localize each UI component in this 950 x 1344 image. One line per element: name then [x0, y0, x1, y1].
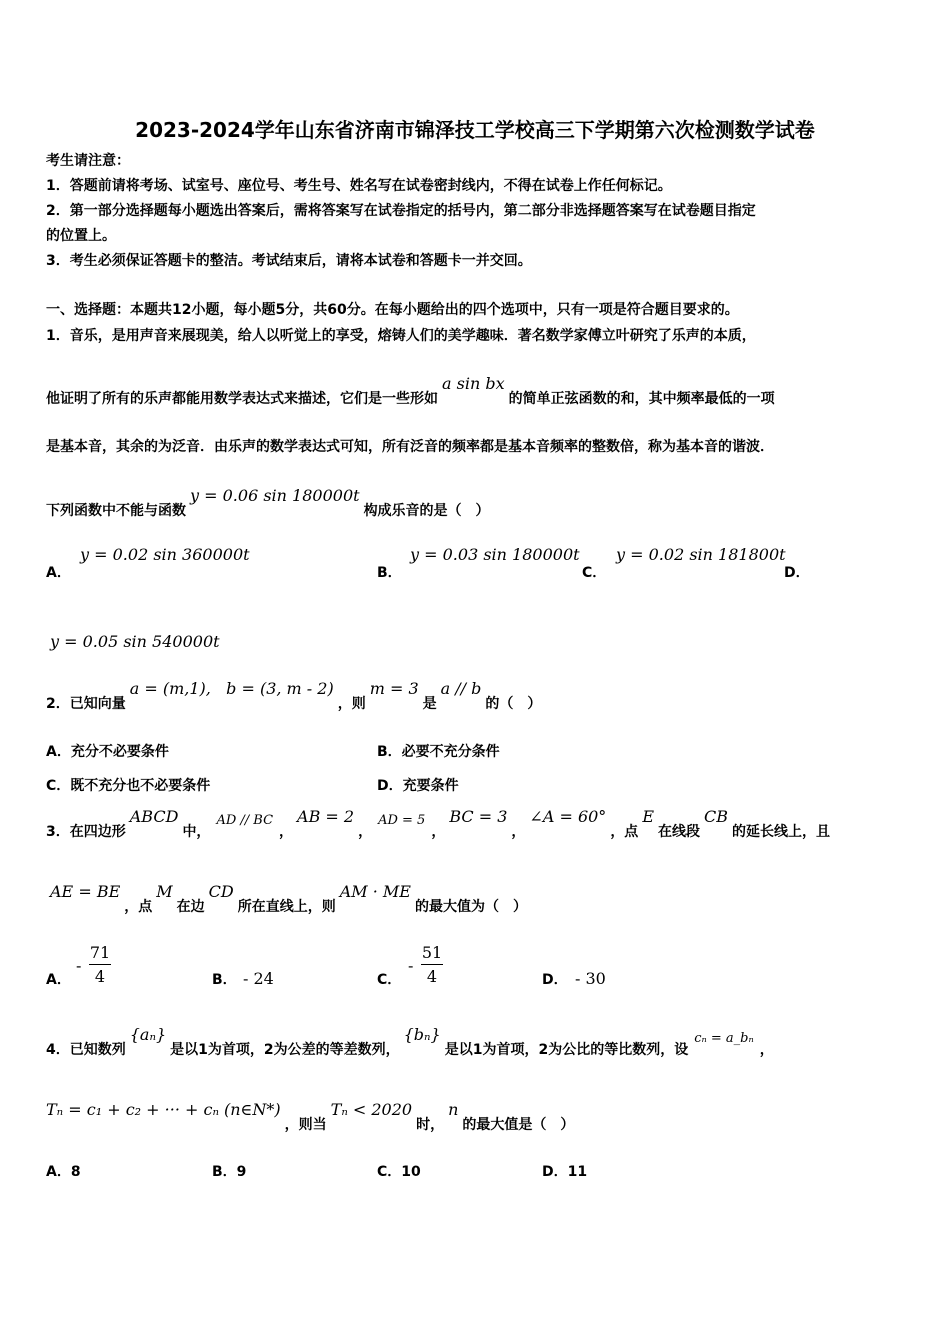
- q3-math-abcd: ABCD: [129, 807, 179, 826]
- q3-text: ，: [279, 824, 294, 840]
- q4-text: 的最大值是（ ）: [462, 1117, 575, 1133]
- q3-stem-line1: [46, 807, 830, 842]
- q4-text: 时，: [416, 1117, 445, 1133]
- q1-line3: 是基本音，其余的为泛音．由乐声的数学表达式可知，所有泛音的频率都是基本音频率的整数倍，称为基本音的谐波．: [46, 439, 774, 455]
- q3-text: ，: [431, 824, 446, 840]
- q1-option-d-label: D．: [784, 565, 810, 581]
- q4-math-an: {aₙ}: [129, 1025, 167, 1044]
- q4-math-tn-bound: Tₙ < 2020: [330, 1100, 413, 1119]
- q3-option-a-denominator: 4: [94, 967, 106, 986]
- q2-option-d: D．充要条件: [377, 778, 459, 794]
- q4-text: 是以1为首项，2为公差的等差数列，: [170, 1042, 400, 1058]
- q3-option-b-label: B．: [212, 972, 237, 988]
- q4-option-a: A．8: [46, 1164, 81, 1180]
- q4-math-n: n: [448, 1100, 459, 1119]
- notice-item: 的位置上。: [46, 228, 116, 244]
- q4-option-b: B．9: [212, 1164, 247, 1180]
- q3-option-a-sign: -: [76, 956, 82, 975]
- q4-text: 4．已知数列: [46, 1042, 126, 1058]
- q3-math-e: E: [642, 807, 654, 826]
- q3-text: ，: [511, 824, 526, 840]
- q3-math-ae-be: AE = BE: [50, 882, 121, 901]
- q1-text: 他证明了所有的乐声都能用数学表达式来描述，它们是一些形如: [46, 391, 438, 407]
- q2-option-a: A．充分不必要条件: [46, 744, 169, 760]
- q3-math-ab: AB = 2: [297, 807, 355, 826]
- q3-text: ，点: [124, 899, 153, 915]
- q1-option-b-math: y = 0.03 sin 180000t: [410, 545, 580, 564]
- q3-option-c-fraction: [421, 943, 443, 986]
- q3-text: 在边: [176, 899, 205, 915]
- section-heading: 一、选择题：本题共12小题，每小题5分，共60分。在每小题给出的四个选项中，只有一项是符合题目要求的。: [46, 302, 739, 318]
- q1-option-a-math: y = 0.02 sin 360000t: [80, 545, 250, 564]
- q3-option-d-value: - 30: [575, 969, 606, 988]
- notice-item: 3．考生必须保证答题卡的整洁。考试结束后，请将本试卷和答题卡一并交回。: [46, 253, 532, 269]
- q4-text: ，则当: [284, 1117, 327, 1133]
- q2-option-b: B．必要不充分条件: [377, 744, 500, 760]
- q3-math-ad-parallel-bc: AD // BC: [216, 813, 274, 828]
- q3-text: 中，: [182, 824, 211, 840]
- q1-math-asinbx: a sin bx: [442, 374, 505, 393]
- q4-option-d: D．11: [542, 1164, 588, 1180]
- q2-text: ，则: [337, 696, 366, 712]
- q2-option-c: C．既不充分也不必要条件: [46, 778, 211, 794]
- q3-text: ，点: [610, 824, 639, 840]
- q3-option-a-fraction: [89, 943, 111, 986]
- notice-heading: 考生请注意：: [46, 153, 130, 169]
- q3-math-bc: BC = 3: [449, 807, 508, 826]
- q1-math-base-function: y = 0.06 sin 180000t: [190, 486, 360, 505]
- q2-stem: [46, 679, 542, 713]
- q3-text: ，: [358, 824, 373, 840]
- q4-stem-line1: [46, 1025, 774, 1060]
- q3-math-angle-a: ∠A = 60°: [529, 807, 607, 826]
- q4-text: ，: [759, 1042, 774, 1058]
- notice-item: 2．第一部分选择题每小题选出答案后，需将答案写在试卷指定的括号内，第二部分非选择题答案写在试卷题目指定: [46, 203, 756, 219]
- q3-text: 3．在四边形: [46, 824, 126, 840]
- q4-stem-line2: [46, 1100, 575, 1134]
- q1-text: 的简单正弦函数的和，其中频率最低的一项: [508, 391, 775, 407]
- q2-math-m-equals-3: m = 3: [369, 679, 419, 698]
- q3-option-a-label: A．: [46, 972, 71, 988]
- q2-math-parallel: a // b: [440, 679, 482, 698]
- q3-option-c-denominator: 4: [426, 967, 438, 986]
- q3-option-a-numerator: 71: [89, 943, 111, 965]
- q1-option-b-label: B．: [377, 565, 402, 581]
- q3-option-c-label: C．: [377, 972, 402, 988]
- q2-text: 的（ ）: [485, 696, 542, 712]
- q3-text: 所在直线上，则: [237, 899, 336, 915]
- q3-stem-line2: [46, 882, 527, 916]
- notice-item: 1．答题前请将考场、试室号、座位号、考生号、姓名写在试卷密封线内，不得在试卷上作任何标记。: [46, 178, 672, 194]
- q4-math-tn-sum: Tₙ = c₁ + c₂ + ··· + cₙ (n∈N*): [46, 1100, 281, 1119]
- q3-text: 的最大值为（ ）: [414, 899, 527, 915]
- q3-math-ad: AD = 5: [378, 813, 426, 828]
- q1-option-c-label: C．: [582, 565, 607, 581]
- q3-math-m: M: [156, 882, 173, 901]
- q3-option-b-value: - 24: [243, 969, 274, 988]
- q3-option-d-label: D．: [542, 972, 568, 988]
- q2-text: 2．已知向量: [46, 696, 126, 712]
- q4-math-cn: cₙ = a_bₙ: [694, 1031, 754, 1046]
- q1-line2: [46, 374, 775, 408]
- q3-math-cb: CB: [704, 807, 728, 826]
- q4-option-c: C．10: [377, 1164, 421, 1180]
- q3-text: 在线段: [658, 824, 700, 840]
- q3-text: 的延长线上，且: [732, 824, 830, 840]
- q1-line1: 1．音乐，是用声音来展现美，给人以听觉上的享受，熔铸人们的美学趣味．著名数学家傅立叶研究了乐声的本质，: [46, 328, 756, 344]
- q1-text: 下列函数中不能与函数: [46, 503, 186, 519]
- q1-line4: [46, 486, 490, 520]
- q4-math-bn: {bₙ}: [403, 1025, 441, 1044]
- q2-text: 是: [422, 696, 437, 712]
- q3-math-cd: CD: [208, 882, 234, 901]
- q1-option-c-math: y = 0.02 sin 181800t: [616, 545, 786, 564]
- q2-math-vectors: a = (m,1), b = (3, m - 2): [129, 679, 334, 698]
- q3-option-c-sign: -: [408, 956, 414, 975]
- q1-text: 构成乐音的是（ ）: [363, 503, 490, 519]
- q3-math-am-me: AM · ME: [339, 882, 411, 901]
- q3-option-c-numerator: 51: [421, 943, 443, 965]
- q4-text: 是以1为首项，2为公比的等比数列，设: [444, 1042, 689, 1058]
- q1-option-a-label: A．: [46, 565, 71, 581]
- q1-option-d-math: y = 0.05 sin 540000t: [50, 632, 220, 651]
- page-title: 2023-2024学年山东省济南市锦泽技工学校高三下学期第六次检测数学试卷: [135, 118, 815, 142]
